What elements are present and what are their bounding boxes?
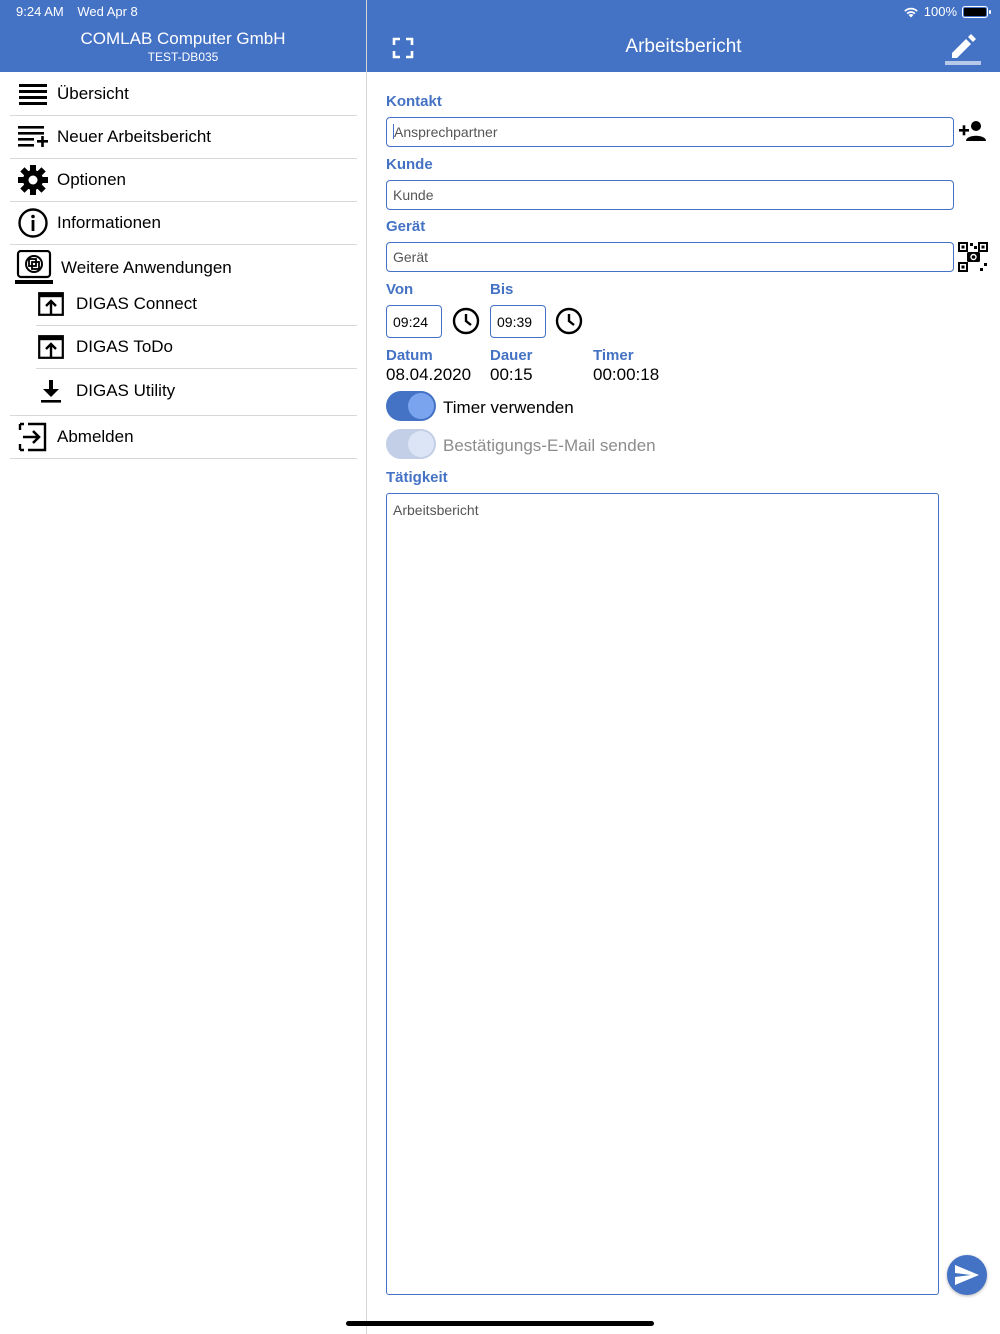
battery-percent: 100% [923,4,957,19]
info-icon [16,206,50,240]
dauer-label: Dauer [490,347,533,364]
bis-clock-icon[interactable] [555,307,583,335]
timer-value: 00:00:18 [593,365,660,384]
wifi-icon [903,6,919,18]
status-date: Wed Apr 8 [77,4,138,19]
sidebar-item-abmelden[interactable] [10,416,357,459]
timer-toggle-label: Timer verwenden [443,398,574,417]
geraet-placeholder: Gerät [393,249,429,265]
sidebar-item-label: Übersicht [57,84,129,103]
taetigkeit-textarea[interactable] [386,493,939,1295]
download-icon [36,376,66,406]
kunde-input[interactable] [386,180,954,210]
battery-icon [962,6,988,18]
email-toggle-label: Bestätigungs-E-Mail senden [443,436,656,455]
sidebar-item-informationen[interactable] [10,202,357,245]
dauer-value: 00:15 [490,365,533,384]
open-app-icon [36,332,66,362]
add-list-icon [16,120,50,154]
sidebar-item-label: Informationen [57,213,161,232]
geraet-input[interactable] [386,242,954,272]
menu-icon [16,77,50,111]
edit-icon[interactable] [944,28,982,66]
top-bar [0,0,1000,72]
timer-label: Timer [593,347,634,364]
sidebar-subitem-digas-connect[interactable] [36,283,357,326]
status-time: 9:24 AM [16,4,64,19]
sidebar-item-uebersicht[interactable] [10,73,357,116]
sidebar-item-label: Optionen [57,170,126,189]
kontakt-label: Kontakt [386,93,442,110]
timer-toggle[interactable] [386,391,436,421]
sidebar-item-label: Abmelden [57,427,134,446]
von-label: Von [386,281,414,298]
status-bar-right [903,4,988,19]
taetigkeit-placeholder: Arbeitsbericht [393,502,479,518]
send-icon [954,1264,980,1286]
bis-label: Bis [490,281,514,298]
apps-icon [14,249,54,287]
bis-time-input[interactable]: 09:39 [490,305,546,338]
kunde-placeholder: Kunde [393,187,434,203]
sidebar-subitem-digas-utility[interactable] [36,369,357,412]
gear-icon [16,163,50,197]
kontakt-placeholder: Ansprechpartner [394,124,498,140]
device-id: TEST-DB035 [147,50,219,64]
split-divider [366,0,367,1334]
kontakt-input[interactable] [386,117,954,147]
geraet-label: Gerät [386,218,426,235]
taetigkeit-label: Tätigkeit [386,469,448,486]
sidebar-item-label: Neuer Arbeitsbericht [57,127,212,146]
datum-value: 08.04.2020 [386,365,472,384]
email-toggle[interactable] [386,429,436,459]
qr-scan-icon[interactable] [958,242,988,272]
sidebar-item-optionen[interactable] [10,159,357,202]
logout-icon [16,420,50,454]
company-name: COMLAB Computer GmbH [80,29,286,48]
sidebar-subitem-digas-todo[interactable] [36,326,357,369]
sidebar-subitem-label: DIGAS ToDo [76,337,174,356]
sidebar-item-neuer-arbeitsbericht[interactable] [10,116,357,159]
von-clock-icon[interactable] [452,307,480,335]
datum-label: Datum [386,347,433,364]
kunde-label: Kunde [386,156,433,173]
add-contact-icon[interactable] [959,119,987,143]
page-title: Arbeitsbericht [625,36,742,57]
open-app-icon [36,289,66,319]
send-button[interactable] [947,1255,987,1295]
home-indicator [346,1321,654,1326]
sidebar-subitem-label: DIGAS Connect [76,294,197,313]
sidebar-item-label: Weitere Anwendungen [61,257,232,277]
sidebar-subitem-label: DIGAS Utility [76,380,176,400]
von-time-input[interactable]: 09:24 [386,305,442,338]
status-bar-left [16,4,148,19]
sidebar-header [0,28,366,64]
